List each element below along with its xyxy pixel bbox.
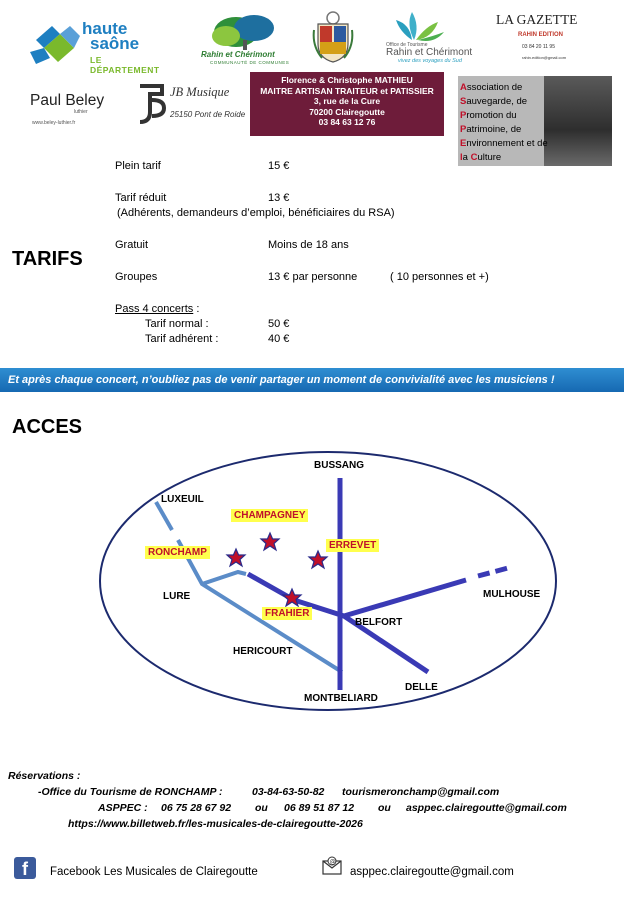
map-highlight-champagney: CHAMPAGNEY [231, 509, 308, 522]
office-tourisme-line3: vivez des voyages du Sud [398, 58, 462, 64]
tarif-plein-label: Plein tarif [115, 160, 161, 172]
rahin-cherimont-logo [196, 14, 296, 66]
association-line: Promotion du [460, 110, 517, 121]
association-line: Environnement et de [460, 138, 548, 149]
jb-musique-logo [134, 82, 244, 128]
map-highlight-frahier: FRAHIER [262, 607, 312, 620]
gazette-phone: 03 84 20 11 95 [522, 44, 555, 50]
map-town-mulhouse: MULHOUSE [483, 589, 541, 600]
traiteur-line: 3, rue de la Cure [313, 96, 381, 106]
acces-title: ACCES [12, 416, 83, 438]
map-town-lure: LURE [163, 591, 191, 602]
tarif-groupes-label: Groupes [115, 271, 158, 283]
tarif-groupes-note: ( 10 personnes et +) [390, 271, 489, 283]
tarif-groupes-price: 13 € par personne [268, 271, 358, 283]
haute-saone-logo [30, 18, 170, 75]
facebook-page-link[interactable]: Facebook Les Musicales de Clairegoutte [50, 866, 258, 878]
paul-beley-name: Paul Beley [30, 92, 105, 109]
association-text [460, 81, 548, 165]
traiteur-line: MAITRE ARTISAN TRAITEUR et PATISSIER [260, 85, 434, 96]
association-logo [458, 76, 612, 166]
statue-photo-icon [544, 76, 612, 166]
asppec-label: ASPPEC : [98, 802, 148, 814]
pass-adherent-label: Tarif adhérent : [145, 333, 219, 345]
tarif-reduit-price: 13 € [268, 192, 290, 204]
leaves-icon [384, 10, 454, 42]
coat-of-arms-icon [312, 10, 354, 64]
road-mulhouse-dashed [478, 568, 508, 576]
access-map [98, 450, 558, 712]
asppec-email[interactable]: asppec.clairegoutte@gmail.com [406, 802, 567, 814]
pass-adherent-price: 40 € [268, 333, 290, 345]
traiteur-line: 70200 Clairegoutte [309, 106, 385, 117]
map-town-delle: DELLE [405, 682, 438, 693]
office-phone: 03-84-63-50-82 [252, 786, 325, 798]
jb-musique-city: 25150 Pont de Roide [170, 110, 246, 119]
map-ellipse [100, 452, 556, 710]
map-town-bussang: BUSSANG [314, 460, 365, 471]
gazette-title: LA GAZETTE [496, 12, 578, 27]
map-highlight-ronchamp: RONCHAMP [145, 546, 210, 559]
rahin-cherimont-name: Rahin et Chérimont [201, 50, 275, 59]
asppec-or1: ou [255, 802, 268, 814]
crest-logo [312, 10, 354, 64]
road-belfort-mulhouse [344, 580, 466, 616]
billetweb-link[interactable]: https://www.billetweb.fr/les-musicales-de-clairegoutte-2026 [68, 818, 363, 830]
star-errevet-icon [309, 551, 327, 568]
haute-saone-emblem-icon [30, 18, 82, 66]
reservations-title: Réservations : [8, 770, 81, 782]
office-tourisme-logo [384, 10, 484, 66]
star-ronchamp-icon [227, 549, 245, 566]
map-town-montbeliard: MONTBELIARD [304, 693, 378, 704]
gazette-edition: RAHIN EDITION [518, 32, 563, 38]
tarif-gratuit-label: Gratuit [115, 239, 149, 251]
map-town-luxeuil: LUXEUIL [161, 494, 204, 505]
star-champagney-icon [261, 533, 279, 550]
traiteur-line: Florence & Christophe MATHIEU [281, 75, 413, 85]
asppec-or2: ou [378, 802, 391, 814]
association-line: Sauvegarde, de [460, 96, 528, 107]
association-line: Association de [460, 82, 523, 93]
paul-beley-luthier: luthier [74, 109, 88, 115]
haute-saone-line3: LE DÉPARTEMENT [90, 55, 160, 75]
map-town-belfort: BELFORT [355, 617, 403, 628]
tarif-reduit-note: (Adhérents, demandeurs d’emploi, bénéficiaires du RSA) [117, 207, 395, 219]
association-line: la Culture [460, 152, 502, 163]
tarif-plein-price: 15 € [268, 160, 290, 172]
gazette-email: rahin.edition@gmail.com [522, 55, 567, 60]
tree-icon [196, 14, 296, 52]
association-line: Patrimoine, de [460, 124, 522, 135]
conviviality-banner: Et après chaque concert, n’oubliez pas de venir partager un moment de convivialité avec les musiciens ! [0, 368, 624, 392]
gazette-logo [494, 12, 578, 66]
pass-normal-price: 50 € [268, 318, 290, 330]
traiteur-line: 03 84 63 12 76 [318, 117, 376, 127]
jb-musique-name: JB Musique [170, 85, 230, 99]
asppec-phone2: 06 89 51 87 12 [284, 802, 355, 814]
tarifs-title: TARIFS [12, 248, 83, 270]
map-highlight-errevet: ERREVET [326, 539, 379, 552]
facebook-icon[interactable]: f [14, 857, 36, 879]
email-icon [322, 856, 342, 876]
asppec-phone1: 06 75 28 67 92 [161, 802, 232, 814]
paul-beley-url: www.beley-luthier.fr [32, 120, 76, 126]
road-luxeuil-dashed [156, 502, 172, 530]
office-label: -Office du Tourisme de RONCHAMP : [38, 786, 223, 798]
office-tourisme-line1: Office de Tourisme [386, 42, 428, 48]
haute-saone-line2: saône [90, 34, 140, 53]
road-lure-ronchamp [202, 572, 246, 584]
tarif-gratuit-price: Moins de 18 ans [268, 239, 349, 251]
paul-beley-logo [26, 88, 116, 132]
rahin-cherimont-sub: COMMUNAUTÉ DE COMMUNES [210, 60, 290, 65]
office-email[interactable]: tourismeronchamp@gmail.com [342, 786, 500, 798]
office-tourisme-line2: Rahin et Chérimont [386, 47, 473, 58]
tarif-reduit-label: Tarif réduit [115, 192, 167, 204]
pass-normal-label: Tarif normal : [145, 318, 209, 330]
jb-monogram-icon [134, 82, 168, 126]
map-town-hericourt: HERICOURT [233, 646, 293, 657]
svg-text:@: @ [329, 858, 336, 866]
haute-saone-line1: haute [82, 19, 128, 38]
footer-email-link[interactable]: asppec.clairegoutte@gmail.com [350, 866, 514, 878]
traiteur-sponsor-box [250, 72, 444, 136]
pass-label: Pass 4 concerts : [115, 303, 200, 315]
